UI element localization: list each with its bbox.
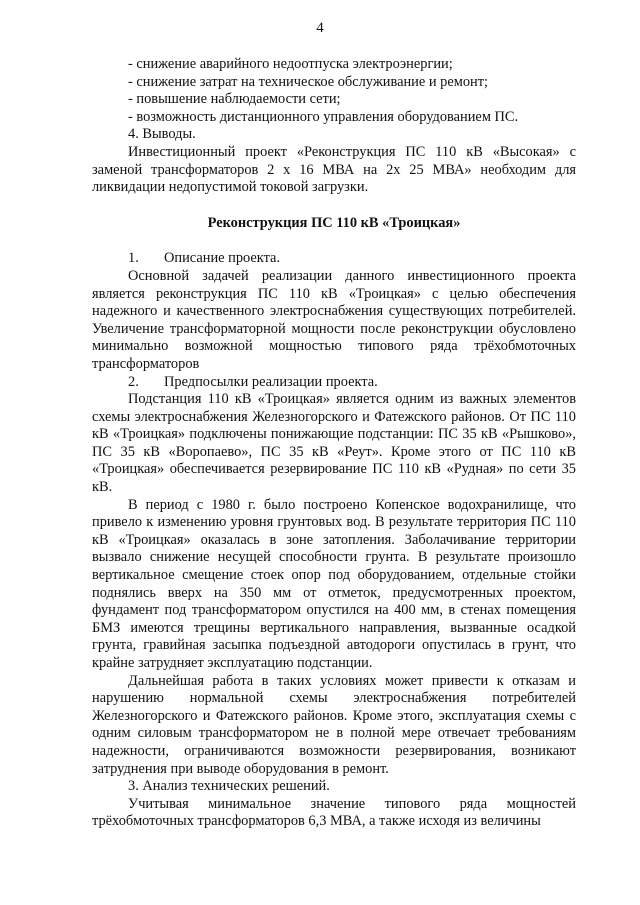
list-item: - повышение наблюдаемости сети; — [128, 91, 341, 108]
item1-title: Описание проекта. — [164, 250, 281, 267]
section-title: Реконструкция ПС 110 кВ «Троицкая» — [207, 214, 461, 231]
item3-paragraph: Учитывая минимальное значение типового ряда мощностей трёхобмоточных трансформаторов 6,3 МВА, а также исходя из величины — [92, 795, 576, 830]
item2-heading — [92, 374, 576, 392]
list-item: - возможность дистанционного управления оборудованием ПС. — [128, 108, 519, 125]
item2-paragraph-1: Подстанция 110 кВ «Троицкая» является одним из важных элементов схемы электроснабжения Железногорского и Фатежского районов. От ПС 110 кВ «Троицкая» подключены понижающие подстанции: ПС 35 кВ «Рышково», ПС 35 кВ «Воропаево», ПС 35 кВ «Реут». Кроме этого от ПС 110 кВ «Троицкая» обеспечивается резервирование ПС 110 кВ «Рудная» по сети 35 кВ. — [92, 391, 576, 496]
item3-heading: 3. Анализ технических решений. — [128, 778, 330, 795]
item1-heading — [92, 250, 576, 268]
item2-number: 2. — [128, 373, 139, 390]
item2-paragraph-3: Дальнейшая работа в таких условиях может привести к отказам и нарушению нормальной схемы электроснабжения потребителей Железногорского и Фатежского районов. Кроме этого, эксплуатация схемы с одним силовым трансформатором не в полной мере отвечает требованиям надежности, ограничиваются возможности резервирования, возникают затруднения при выводе оборудования в ремонт. — [92, 672, 576, 777]
conclusions-paragraph: Инвестиционный проект «Реконструкция ПС 110 кВ «Высокая» с заменой трансформаторов 2 х 16 МВА на 2х 25 МВА» необходим для ликвидации недопустимой токовой загрузки. — [92, 143, 576, 196]
item2-title: Предпосылки реализации проекта. — [164, 373, 378, 390]
page-number: 4 — [316, 20, 324, 36]
list-item: - снижение аварийного недоотпуска электроэнергии; — [128, 56, 453, 72]
list-item: - снижение затрат на техническое обслуживание и ремонт; — [128, 73, 489, 90]
document-body — [92, 56, 576, 831]
item1-paragraph: Основной задачей реализации данного инвестиционного проекта является реконструкция ПС 110 кВ «Троицкая» с целью обеспечения надежного и качественного электроснабжения существующих потребителей. Увеличение трансформаторной мощности после реконструкции обусловлено минимально возможной мощностью типового ряда трёхобмоточных трансформаторов — [92, 267, 576, 372]
item2-paragraph-2: В период с 1980 г. было построено Копенское водохранилище, что привело к изменению уровня грунтовых вод. В результате территория ПС 110 кВ «Троицкая» оказалась в зоне затопления. Заболачивание территории вызвало снижение несущей способности грунта. В результате произошло вертикальное смещение стоек опор под оборудованием, отдельные стойки поднялись вверх на 350 мм от отметок, предусмотренных проектом, фундамент под трансформатором опустился на 400 мм, в стенах помещения БМЗ имеются трещины вертикального направления, вызванные осадкой грунта, гравийная засыпка подъездной автодороги опустилась в грунт, что крайне затрудняет эксплуатацию подстанции. — [92, 496, 576, 671]
conclusions-heading: 4. Выводы. — [128, 126, 196, 143]
item1-number: 1. — [128, 250, 139, 267]
